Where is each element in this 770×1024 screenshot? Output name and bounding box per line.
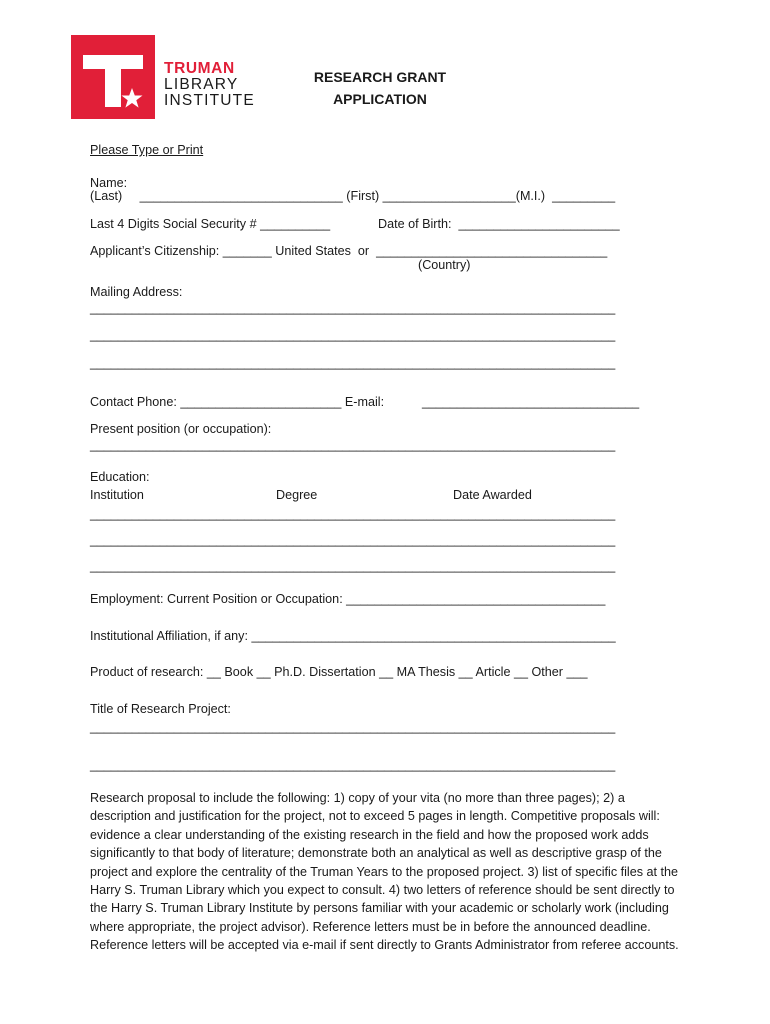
project-title-line-1[interactable]: ___________________________________________________________________________ — [90, 720, 616, 734]
name-label: Name: — [90, 176, 128, 190]
employment-field-row[interactable]: Employment: Current Position or Occupation: _____________________________________ — [90, 592, 606, 606]
present-position-line[interactable]: ___________________________________________________________________________ — [90, 438, 616, 452]
education-col-date-awarded: Date Awarded — [453, 488, 532, 502]
project-title-line-2[interactable]: ___________________________________________________________________________ — [90, 758, 616, 772]
mailing-address-line-3[interactable]: ___________________________________________________________________________ — [90, 356, 616, 370]
education-line-3[interactable]: ___________________________________________________________________________ — [90, 559, 616, 573]
product-of-research-row[interactable]: Product of research: __ Book __ Ph.D. Dissertation __ MA Thesis __ Article __ Other ___ — [90, 665, 588, 679]
citizenship-field-row[interactable]: Applicant’s Citizenship: _______ United States or _________________________________ — [90, 244, 608, 258]
education-line-1[interactable]: ___________________________________________________________________________ — [90, 507, 616, 521]
country-label: (Country) — [418, 258, 471, 272]
mailing-address-line-2[interactable]: ___________________________________________________________________________ — [90, 328, 616, 342]
education-col-degree: Degree — [276, 488, 318, 502]
instruction-text: Please Type or Print — [90, 143, 204, 157]
logo-word-institute: INSTITUTE — [164, 92, 255, 109]
mailing-address-label: Mailing Address: — [90, 285, 183, 299]
name-fields-row[interactable]: (Last) _____________________________ (First) ___________________(M.I.) _________ — [90, 189, 616, 203]
affiliation-field-row[interactable]: Institutional Affiliation, if any: ____________________________________________________ — [90, 629, 616, 643]
truman-library-institute-logo — [71, 35, 261, 119]
logo-word-library: LIBRARY — [164, 76, 239, 93]
project-title-label: Title of Research Project: — [90, 702, 231, 716]
dob-field-row[interactable]: Date of Birth: _______________________ — [378, 217, 620, 231]
mailing-address-line-1[interactable]: ___________________________________________________________________________ — [90, 301, 616, 315]
title-line-1: RESEARCH GRANT — [313, 69, 447, 85]
present-position-label: Present position (or occupation): — [90, 422, 272, 436]
title-line-2: APPLICATION — [333, 91, 427, 107]
education-line-2[interactable]: ___________________________________________________________________________ — [90, 533, 616, 547]
logo-word-truman: TRUMAN — [164, 60, 235, 77]
truman-t-star-icon — [71, 35, 155, 119]
education-col-institution: Institution — [90, 488, 144, 502]
research-proposal-instructions: Research proposal to include the following: 1) copy of your vita (no more than three pages); 2) a description and justification for the project, not to exceed 5 pages in length. Competitive proposals will: evidence a clear understanding of the existing research in the field and how the proposed work adds significantly to that body of literature; demonstrate both an analytical as well as descriptive grasp of the project and explore the centrality of the Truman Years to the proposed project. 3) list of specific files at the Harry S. Truman Library which you expect to consult. 4) two letters of reference should be sent directly to the Harry S. Truman Library Institute by persons familiar with your academic or scholarly work (including where appropriate, the project advisor). Reference letters must be in before the announced deadline. Reference letters will be accepted via e-mail if sent directly to Grants Administrator from referee accounts. — [90, 791, 679, 953]
ssn-field-row[interactable]: Last 4 Digits Social Security # __________ — [90, 217, 331, 231]
logo-wordmark — [164, 61, 255, 109]
education-label: Education: — [90, 470, 150, 484]
contact-phone-row[interactable]: Contact Phone: _______________________ E-mail: — [90, 395, 385, 409]
email-field-line[interactable]: _______________________________ — [422, 395, 640, 409]
page-title — [280, 66, 480, 110]
